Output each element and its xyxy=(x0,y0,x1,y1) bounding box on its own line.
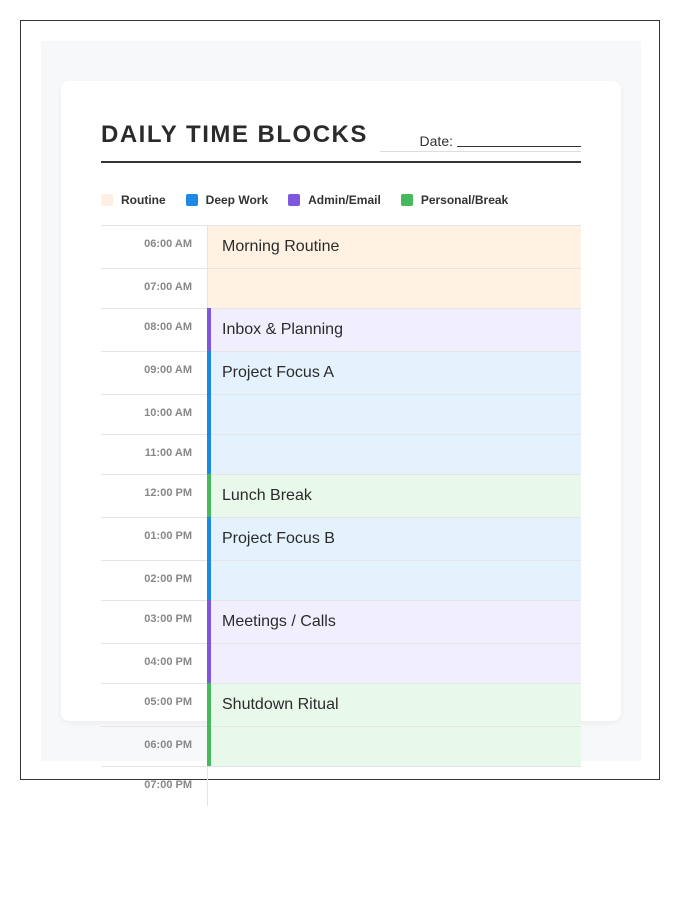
time-block[interactable] xyxy=(208,518,581,560)
time-label: 09:00 AM xyxy=(101,352,208,394)
time-label: 06:00 PM xyxy=(101,727,208,766)
time-block[interactable] xyxy=(208,727,581,766)
time-block[interactable] xyxy=(208,475,581,517)
time-row xyxy=(101,643,581,683)
date-label: Date: xyxy=(419,133,453,149)
legend-label: Personal/Break xyxy=(420,193,509,207)
block-label: Shutdown Ritual xyxy=(222,696,339,713)
legend-swatch-icon xyxy=(401,194,413,206)
page-title: DAILY TIME BLOCKS xyxy=(101,121,368,148)
time-row xyxy=(101,268,581,308)
time-row xyxy=(101,726,581,766)
legend-swatch-icon xyxy=(186,194,198,206)
time-block[interactable] xyxy=(208,395,581,434)
legend-item xyxy=(186,193,268,207)
block-label: Project Focus A xyxy=(222,364,335,381)
legend-swatch-icon xyxy=(101,194,113,206)
block-label: Project Focus B xyxy=(222,530,335,547)
time-label: 08:00 AM xyxy=(101,309,208,351)
legend-label: Admin/Email xyxy=(308,193,381,207)
planner-content xyxy=(101,81,581,208)
time-row xyxy=(101,474,581,517)
time-block[interactable] xyxy=(208,601,581,643)
time-row xyxy=(101,766,581,806)
time-row xyxy=(101,600,581,643)
time-block[interactable] xyxy=(208,644,581,683)
time-label: 12:00 PM xyxy=(101,475,208,517)
date-input-line[interactable] xyxy=(457,130,581,147)
time-block[interactable] xyxy=(208,309,581,351)
time-label: 07:00 AM xyxy=(101,269,208,308)
time-block[interactable] xyxy=(208,352,581,394)
time-block[interactable] xyxy=(208,767,581,806)
planner-header xyxy=(101,81,581,163)
block-label: Lunch Break xyxy=(222,487,312,504)
legend-item xyxy=(401,193,508,207)
time-label: 01:00 PM xyxy=(101,518,208,560)
legend xyxy=(101,192,581,208)
legend-swatch-icon xyxy=(288,194,300,206)
time-row xyxy=(101,351,581,394)
block-label: Meetings / Calls xyxy=(222,613,336,630)
legend-label: Routine xyxy=(121,193,166,207)
time-block[interactable] xyxy=(208,226,581,268)
time-block[interactable] xyxy=(208,561,581,600)
time-row xyxy=(101,308,581,351)
time-block[interactable] xyxy=(208,269,581,308)
time-label: 11:00 AM xyxy=(101,435,208,474)
time-label: 07:00 PM xyxy=(101,767,208,806)
time-block[interactable] xyxy=(208,684,581,726)
time-row xyxy=(101,560,581,600)
legend-label: Deep Work xyxy=(205,193,269,207)
time-grid xyxy=(101,225,581,806)
block-label: Morning Routine xyxy=(222,238,340,255)
time-label: 04:00 PM xyxy=(101,644,208,683)
time-block[interactable] xyxy=(208,435,581,474)
date-field[interactable] xyxy=(380,130,581,152)
block-label: Inbox & Planning xyxy=(222,321,343,338)
time-row xyxy=(101,394,581,434)
time-label: 10:00 AM xyxy=(101,395,208,434)
time-label: 05:00 PM xyxy=(101,684,208,726)
legend-item xyxy=(101,193,166,207)
time-label: 03:00 PM xyxy=(101,601,208,643)
legend-item xyxy=(288,193,381,207)
time-label: 06:00 AM xyxy=(101,226,208,268)
time-row xyxy=(101,434,581,474)
time-label: 02:00 PM xyxy=(101,561,208,600)
time-row xyxy=(101,517,581,560)
time-row xyxy=(101,683,581,726)
time-row xyxy=(101,225,581,268)
